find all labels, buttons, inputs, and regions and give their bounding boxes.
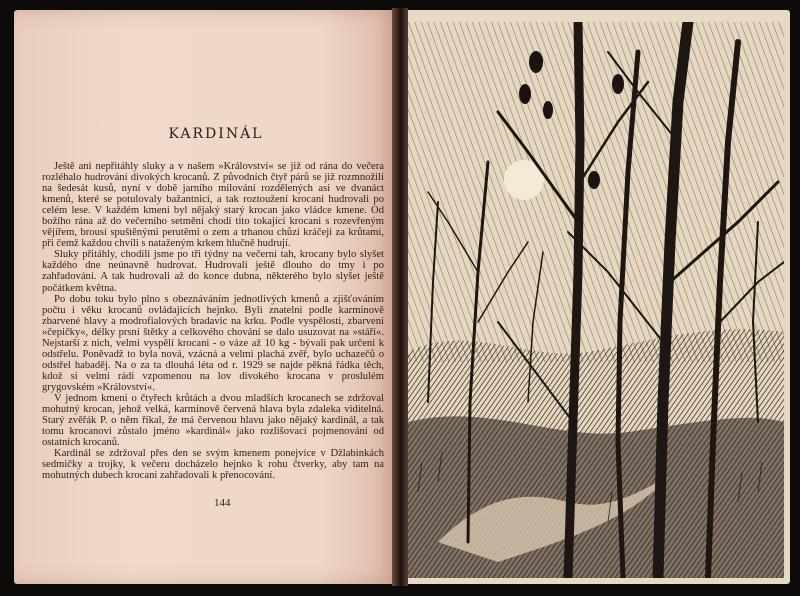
book-gutter: [392, 8, 408, 586]
body-text: [42, 161, 384, 481]
page-number: 144: [214, 497, 231, 509]
illustration-svg: [408, 22, 784, 578]
paragraph: Po dobu toku bylo plno s obeznáváním jednotlivých kmenů a zjišťováním počtu i věku krocanů ovládajících hejnko. Byli znatelni podle karmínově zbarvené hlavy a modrofialových bradavic na krku. Podle vyspělosti, zbarvení »čepičky«, délky prsní štětky a celkového chování se dalo usuzovat na »stáří«. Nejstarší z nich, velmi vyspělí krocani - o váze až 10 kg - bývali pak určeni k odstřelu. Poněvadž to byla nová, vzácná a velmi plachá zvěř, bylo uchazečů o odstřel habaděj. Na o za ta dlouhá léta od r. 1929 se najde pěkná řádka těch, kdož si velmi rádi vzpomenou na lov divokého krocana v proslulém grygovském »Království«.: [42, 293, 384, 393]
paragraph: Ještě ani nepřitáhly sluky a v našem »Království« se již od rána do večera rozléhalo hudrování divokých krocanů. Z původních čtyř párů se již rozmnožili na šedesát kusů, nyní v době jarního milování rozdělených asi ve dvanáct kmenů, které se potulovaly bažantnicí, a tak roztoužení krocani hudrovali po celém lese. V každém kmeni byl nějaký starý krocan jako vládce kmene. Od božího rána až do večerního setmění chodí tito tokající krocani s rozevřeným vějířem, brousí spuštěnými perutěmi o zem a trhanou chůzí kráčejí za krůtami, při čemž každou chvíli s nataženým krkem hlučně hudrují.: [42, 161, 384, 250]
paragraph: V jednom kmeni o čtyřech krůtách a dvou mladších krocanech se zdržoval mohutný krocan, jehož velká, karmínově červená hlava byla zdaleka viditelná. Starý zvěřák P. o něm říkal, že má červenou hlavu jako nějaký kardinál, a tak tomu krocanovi zůstalo jméno »kardinál« jako rozlišovací pojmenování od ostatních krocanů.: [42, 392, 384, 449]
forest-moon-illustration: [408, 22, 784, 578]
paragraph: Sluky přitáhly, chodili jsme po tři týdny na večerní tah, krocany bylo slyšet každého dne neúnavně hudrovat. Hudrovali ještě dlouho do tmy i po zahřadování. A tak hudrovali až do konce dubna, některého bylo slyšet ještě počátkem května.: [42, 249, 384, 294]
paragraph: Kardinál se zdržoval přes den se svým kmenem ponejvíce v Džlabinkách sedmičky a trojky, k večeru docházelo hejnko k rohu čtverky, aby tam na mohutných dubech krocani zahřadovali k přenocování.: [42, 448, 384, 482]
chapter-title: KARDINÁL: [168, 126, 264, 142]
